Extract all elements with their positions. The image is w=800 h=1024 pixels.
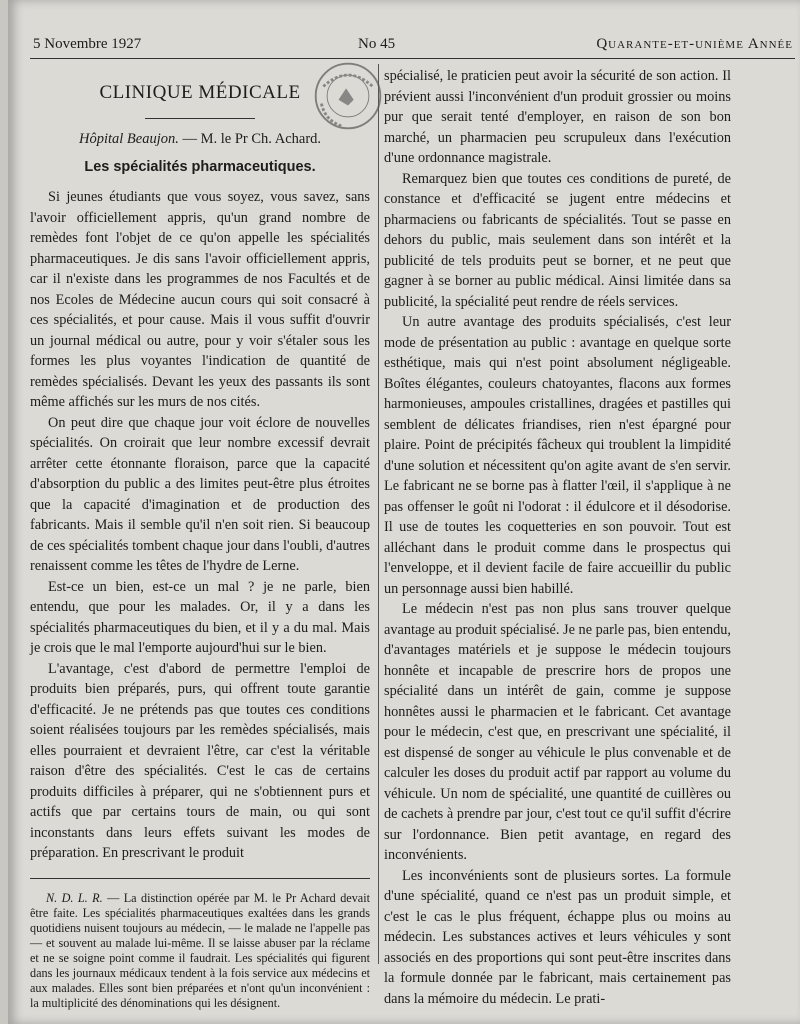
- paragraph: Le médecin n'est pas non plus sans trouver quelque avantage au produit spécialisé. Je ne parle pas, bien entendu, d'avantages matériels et je suppose le médecin toujours honnête et incapable de prescrire hors de propos une spécialité dans un intérêt de gain, comme je suppose honnêtes aussi le pharmacien et le fabricant. Cet avantage pour le médecin, c'est que, en prescrivant une spécialité, il est dispensé de songer au véhicule le plus convenable et de calculer les doses du produit actif par rapport au volume du véhicule. Un nom de spécialité, une quantité de cuillères ou de cachets à prendre par jour, c'est tout ce qu'il suffit d'écrire sur l'ordonnance. Bien petit avantage, en regard des inconvénients.: [384, 601, 731, 863]
- left-column: [30, 66, 370, 1011]
- paragraph: Remarquez bien que toutes ces conditions de pureté, de constance et d'efficacité se jugent entre médecins et pharmaciens ou fabricants de spécialités. Tout se passe en dehors du public, mais seulement dans son intérêt et la publicité de tels produits peut se borner, et ne peut que gagner à se borner au public médical. Ainsi limitée dans sa publicité, la spécialité peut rendre de réels services.: [384, 170, 731, 310]
- column-divider: [378, 64, 379, 964]
- paragraph: Un autre avantage des produits spécialisés, c'est leur mode de présentation au public : avantage en quelque sorte esthétique, mais qui n'est point absolument négligeable. Boîtes élégantes, couleurs chatoyantes, flacons aux formes harmonieuses, ampoules cristallines, dragées et pastilles qui semblent de délicates friandises, rien n'est épargné pour plaire. Point de précipités fâcheux qui troublent la limpidité d'une solution et nécessitent qu'on agite avant de s'en servir. Le fabricant ne se borne pas à flatter l'œil, il s'applique à ne pas offenser le goût ni l'odorat : il édulcore et il désodorise. Il use de toutes les coquetteries en son pouvoir. Tout est alléchant dans le produit comme dans le prospectus qui l'enveloppe, et il devient facile de faire accueillir du public un personnage aussi bien habillé.: [384, 314, 731, 597]
- paragraph: On peut dire que chaque jour voit éclore de nouvelles spécialités. On croirait que leur nombre excessif devrait arrêter cette étonnante floraison, parce que la capacité d'absorption du public a des limites peut-être plus étroites que la capacité d'imagination et de production des fabricants. Mais il semble qu'il n'en soit rien. Si beaucoup de ces spécialités tombent chaque jour dans l'oubli, d'autres renaissent comme les têtes de l'hydre de Lerne.: [30, 414, 370, 574]
- footnote-text: — La distinction opérée par M. le Pr Achard devait être faite. Les spécialités pharmaceutiques exaltées dans les grands quotidiens nuisent toujours au médecin, — le malade ne l'appelle pas — et souvent au malade lui-même. Il se laisse abuser par la réclame et ne se soigne point comme il faudrait. Les spécialités qui figurent dans les journaux médicaux tendent à la fois service aux médecins et aux malades. Elles sont bien préparées et n'ont qu'un inconvénient : la multiplicité des dénominations qui les désignent.: [30, 890, 370, 1010]
- footnote-rule: [30, 878, 370, 879]
- header-issue-number: No 45: [358, 36, 396, 52]
- article-title: Les spécialités pharmaceutiques.: [84, 159, 316, 175]
- header-date: 5 Novembre 1927: [33, 36, 142, 52]
- left-body-text: [30, 187, 370, 864]
- article-author: [30, 131, 370, 151]
- editor-footnote: [30, 891, 370, 1011]
- paragraph: Est-ce un bien, est-ce un mal ? je ne parle, bien entendu, que pour les malades. Or, il y a dans les spécialités pharmaceutiques du bien, et il y a du mal. Mais je crois que le mal l'emporte aujourd'hui sur le bien.: [30, 578, 370, 656]
- paragraph: L'avantage, c'est d'abord de permettre l'emploi de produits bien préparés, purs, qui offrent toute garantie d'efficacité. Je ne prétends pas que toutes ces conditions soient réalisées toujours par les remèdes spécialisés, mais elles pourraient et devraient l'être, car c'est la véritable raison d'être des spécialités. C'est le cas de certains produits difficiles à préparer, qui ne s'obtiennent purs et actifs que par certains tours de main, ou qui sont inconstants dans leurs effets suivant les modes de préparation. En prescrivant le produit: [30, 660, 370, 861]
- footnote-lead: N. D. L. R.: [46, 890, 103, 905]
- header-rule: [30, 58, 795, 59]
- running-header: [33, 36, 793, 58]
- paragraph: Les inconvénients sont de plusieurs sortes. La formule d'une spécialité, quand ce n'est pas un produit simple, et c'est le cas le plus fréquent, échappe plus ou moins au médecin. Les substances actives et leurs véhicules y sont associés en des proportions qui sont peut-être inscrites dans la formule donnée par le fabricant, mais certainement pas dans la mémoire du médecin. Le prati-: [384, 867, 731, 1007]
- author-name: — M. le Pr Ch. Achard.: [178, 131, 322, 147]
- right-column: [384, 66, 731, 1009]
- paragraph: Si jeunes étudiants que vous soyez, vous savez, sans l'avoir officiellement appris, qu'un grand nombre de remèdes font l'objet de ce qu'on appelle les spécialités pharmaceutiques. Je dis sans l'avoir officiellement appris, car il n'existe dans les programmes de nos Facultés et de nos Ecoles de Médecine aucun cours qui soit consacré à ces spécialités, et pour cause. Mais il vous suffit d'ouvrir un journal médical ou autre, pour y voir s'étaler sous les formes les plus voyantes l'indication de quantité de remèdes spécialisés. Devant les yeux des passants ils sont même affichés sur les murs de nos cités.: [30, 189, 370, 410]
- title-rule: [145, 118, 255, 119]
- author-hospital: Hôpital Beaujon.: [78, 131, 179, 147]
- section-title: CLINIQUE MÉDICALE: [99, 82, 301, 103]
- right-body-text: [384, 66, 731, 1009]
- journal-page: [8, 0, 800, 1024]
- paragraph: spécialisé, le praticien peut avoir la sécurité de son action. Il prévient aussi l'inconvénient d'un produit grossier ou moins pur que serait tenté d'employer, en raison de son bon marché, un pharmacien peu scrupuleux dans l'exécution d'une ordonnance magistrale.: [384, 68, 731, 166]
- header-year: Quarante-et-unième Année: [596, 36, 793, 52]
